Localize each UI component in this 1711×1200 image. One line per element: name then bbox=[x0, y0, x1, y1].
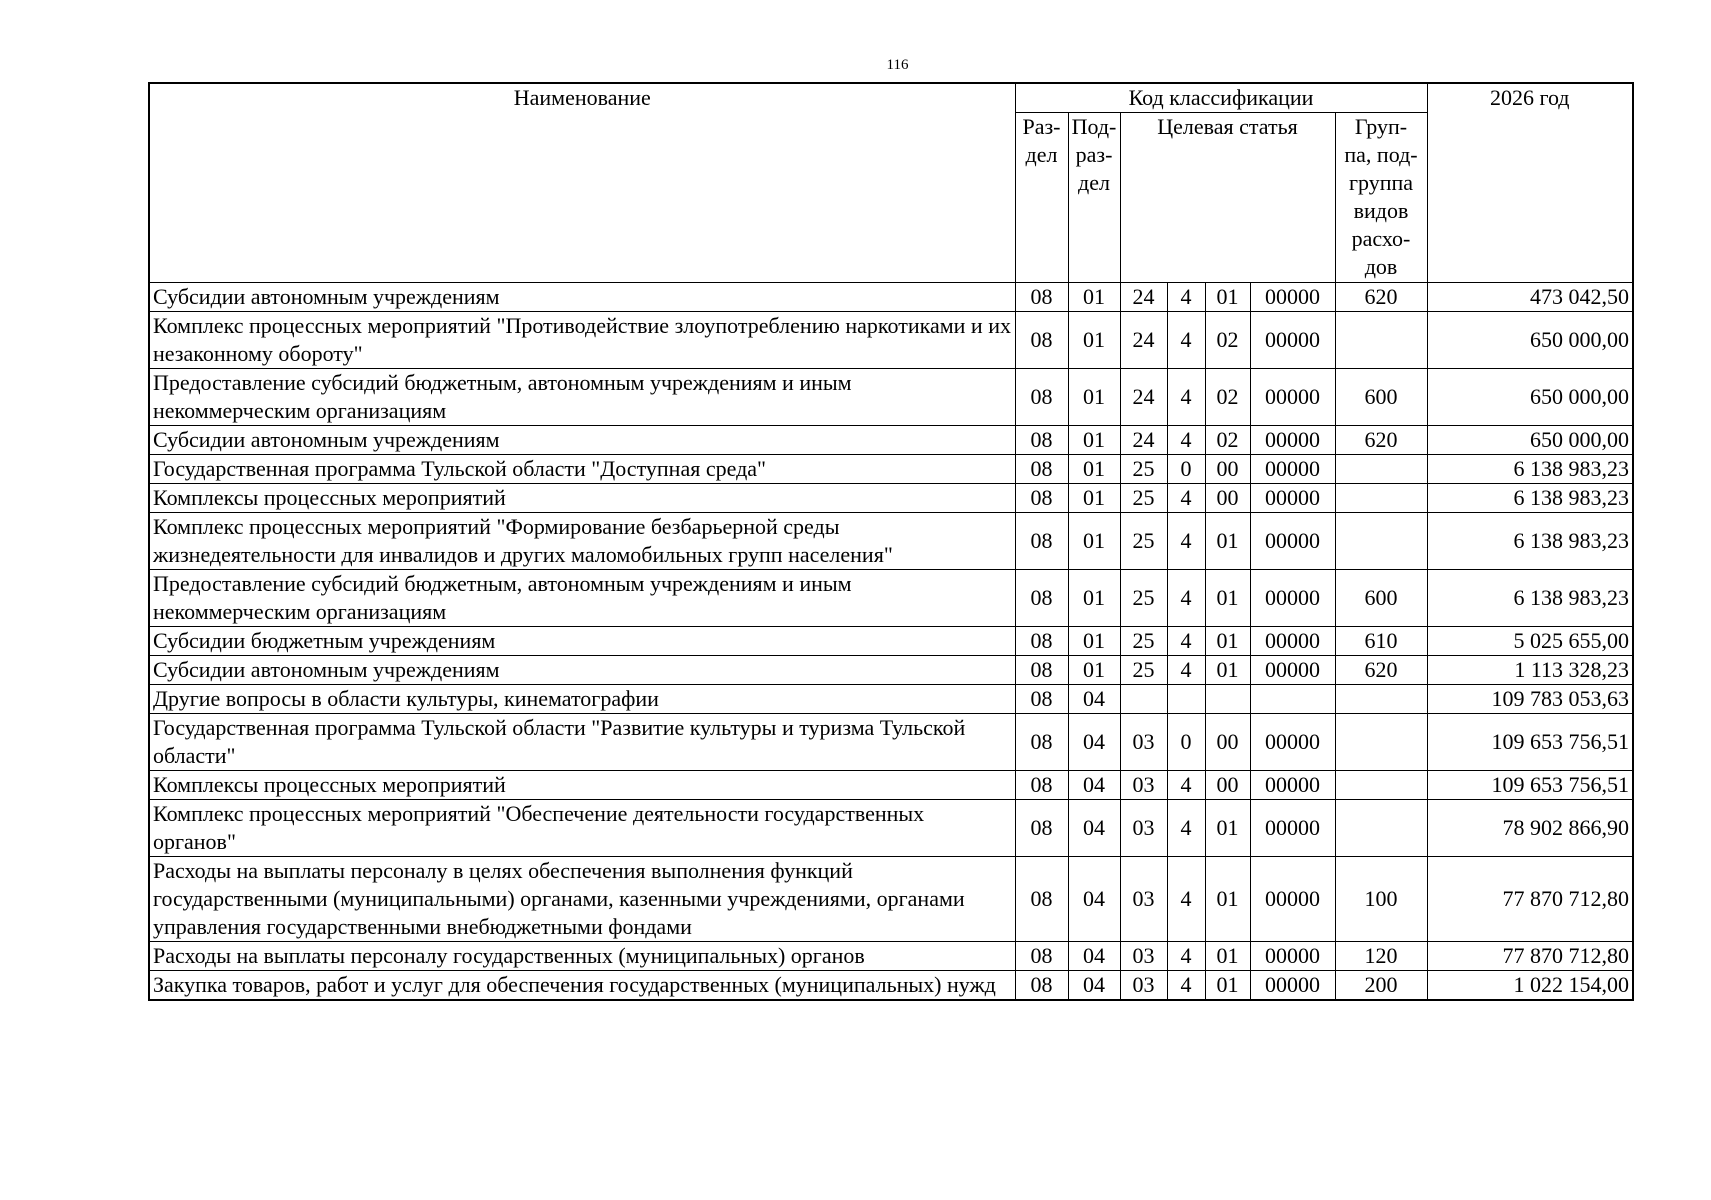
table-row bbox=[149, 627, 1633, 656]
row-target-type bbox=[1167, 685, 1205, 714]
row-name: Другие вопросы в области культуры, кинематографии bbox=[149, 685, 1015, 714]
row-target-program: 25 bbox=[1120, 570, 1167, 627]
row-target-direction: 00000 bbox=[1250, 312, 1335, 369]
row-target-subprogram: 01 bbox=[1205, 656, 1250, 685]
row-expense-group bbox=[1335, 714, 1427, 771]
row-target-direction: 00000 bbox=[1250, 455, 1335, 484]
row-expense-group bbox=[1335, 312, 1427, 369]
table-row bbox=[149, 369, 1633, 426]
row-expense-group bbox=[1335, 800, 1427, 857]
row-podrazdel: 01 bbox=[1068, 369, 1120, 426]
row-target-program: 24 bbox=[1120, 312, 1167, 369]
row-amount: 650 000,00 bbox=[1427, 369, 1633, 426]
row-razdel: 08 bbox=[1015, 426, 1068, 455]
row-amount: 1 113 328,23 bbox=[1427, 656, 1633, 685]
row-razdel: 08 bbox=[1015, 283, 1068, 312]
row-amount: 650 000,00 bbox=[1427, 426, 1633, 455]
row-name: Субсидии бюджетным учреждениям bbox=[149, 627, 1015, 656]
row-name: Субсидии автономным учреждениям bbox=[149, 656, 1015, 685]
row-target-program bbox=[1120, 685, 1167, 714]
row-name: Комплекс процессных мероприятий "Противодействие злоупотреблению наркотиками и их незаконному обороту" bbox=[149, 312, 1015, 369]
header-group: Груп- па, под- группа видов расхо- дов bbox=[1335, 113, 1427, 283]
row-target-program: 24 bbox=[1120, 283, 1167, 312]
row-target-type: 0 bbox=[1167, 455, 1205, 484]
table-row bbox=[149, 312, 1633, 369]
row-podrazdel: 01 bbox=[1068, 513, 1120, 570]
row-podrazdel: 04 bbox=[1068, 771, 1120, 800]
row-razdel: 08 bbox=[1015, 570, 1068, 627]
row-target-program: 03 bbox=[1120, 800, 1167, 857]
row-razdel: 08 bbox=[1015, 455, 1068, 484]
row-target-type: 4 bbox=[1167, 800, 1205, 857]
row-amount: 1 022 154,00 bbox=[1427, 971, 1633, 1001]
row-podrazdel: 04 bbox=[1068, 714, 1120, 771]
row-target-subprogram: 01 bbox=[1205, 283, 1250, 312]
row-razdel: 08 bbox=[1015, 484, 1068, 513]
header-classification: Код классификации bbox=[1015, 83, 1427, 113]
row-amount: 77 870 712,80 bbox=[1427, 857, 1633, 942]
row-expense-group bbox=[1335, 513, 1427, 570]
table-row bbox=[149, 426, 1633, 455]
row-target-type: 4 bbox=[1167, 369, 1205, 426]
row-target-type: 4 bbox=[1167, 513, 1205, 570]
row-expense-group: 600 bbox=[1335, 570, 1427, 627]
header-razdel: Раз- дел bbox=[1015, 113, 1068, 283]
row-podrazdel: 01 bbox=[1068, 484, 1120, 513]
row-amount: 109 653 756,51 bbox=[1427, 771, 1633, 800]
row-target-type: 4 bbox=[1167, 484, 1205, 513]
table-row bbox=[149, 484, 1633, 513]
row-razdel: 08 bbox=[1015, 685, 1068, 714]
table-row bbox=[149, 455, 1633, 484]
row-target-direction: 00000 bbox=[1250, 714, 1335, 771]
row-razdel: 08 bbox=[1015, 369, 1068, 426]
row-target-direction bbox=[1250, 685, 1335, 714]
row-target-subprogram: 00 bbox=[1205, 484, 1250, 513]
row-target-direction: 00000 bbox=[1250, 857, 1335, 942]
row-target-type: 4 bbox=[1167, 656, 1205, 685]
row-podrazdel: 01 bbox=[1068, 312, 1120, 369]
row-target-subprogram: 00 bbox=[1205, 714, 1250, 771]
row-expense-group bbox=[1335, 685, 1427, 714]
row-target-type: 0 bbox=[1167, 714, 1205, 771]
table-row bbox=[149, 714, 1633, 771]
row-razdel: 08 bbox=[1015, 800, 1068, 857]
row-podrazdel: 04 bbox=[1068, 800, 1120, 857]
row-amount: 109 653 756,51 bbox=[1427, 714, 1633, 771]
row-expense-group bbox=[1335, 455, 1427, 484]
row-name: Субсидии автономным учреждениям bbox=[149, 426, 1015, 455]
table-row bbox=[149, 771, 1633, 800]
row-target-subprogram: 01 bbox=[1205, 942, 1250, 971]
table-row bbox=[149, 513, 1633, 570]
row-expense-group: 610 bbox=[1335, 627, 1427, 656]
row-expense-group: 620 bbox=[1335, 656, 1427, 685]
row-target-program: 25 bbox=[1120, 513, 1167, 570]
row-target-direction: 00000 bbox=[1250, 971, 1335, 1001]
row-name: Комплексы процессных мероприятий bbox=[149, 771, 1015, 800]
row-amount: 5 025 655,00 bbox=[1427, 627, 1633, 656]
table-row bbox=[149, 570, 1633, 627]
row-target-direction: 00000 bbox=[1250, 942, 1335, 971]
row-name: Расходы на выплаты персоналу государственных (муниципальных) органов bbox=[149, 942, 1015, 971]
row-razdel: 08 bbox=[1015, 771, 1068, 800]
row-amount: 78 902 866,90 bbox=[1427, 800, 1633, 857]
row-razdel: 08 bbox=[1015, 627, 1068, 656]
row-target-direction: 00000 bbox=[1250, 369, 1335, 426]
row-name: Государственная программа Тульской области "Доступная среда" bbox=[149, 455, 1015, 484]
row-target-type: 4 bbox=[1167, 942, 1205, 971]
table-row bbox=[149, 685, 1633, 714]
row-target-direction: 00000 bbox=[1250, 283, 1335, 312]
table-row bbox=[149, 656, 1633, 685]
table-row bbox=[149, 971, 1633, 1001]
row-target-subprogram: 01 bbox=[1205, 570, 1250, 627]
row-razdel: 08 bbox=[1015, 857, 1068, 942]
row-amount: 6 138 983,23 bbox=[1427, 455, 1633, 484]
row-podrazdel: 01 bbox=[1068, 455, 1120, 484]
row-target-subprogram: 02 bbox=[1205, 426, 1250, 455]
row-name: Государственная программа Тульской области "Развитие культуры и туризма Тульской области" bbox=[149, 714, 1015, 771]
row-name: Субсидии автономным учреждениям bbox=[149, 283, 1015, 312]
row-expense-group: 120 bbox=[1335, 942, 1427, 971]
row-target-type: 4 bbox=[1167, 627, 1205, 656]
row-podrazdel: 04 bbox=[1068, 942, 1120, 971]
row-name: Комплекс процессных мероприятий "Обеспечение деятельности государственных органов" bbox=[149, 800, 1015, 857]
row-target-direction: 00000 bbox=[1250, 627, 1335, 656]
row-target-program: 25 bbox=[1120, 455, 1167, 484]
row-podrazdel: 01 bbox=[1068, 283, 1120, 312]
row-amount: 650 000,00 bbox=[1427, 312, 1633, 369]
row-razdel: 08 bbox=[1015, 942, 1068, 971]
row-target-direction: 00000 bbox=[1250, 513, 1335, 570]
row-amount: 6 138 983,23 bbox=[1427, 570, 1633, 627]
row-expense-group: 620 bbox=[1335, 426, 1427, 455]
row-target-subprogram: 00 bbox=[1205, 455, 1250, 484]
row-target-program: 24 bbox=[1120, 369, 1167, 426]
row-razdel: 08 bbox=[1015, 312, 1068, 369]
header-row-top bbox=[149, 83, 1633, 113]
table-row bbox=[149, 857, 1633, 942]
row-target-program: 03 bbox=[1120, 857, 1167, 942]
row-name: Предоставление субсидий бюджетным, автономным учреждениям и иным некоммерческим организациям bbox=[149, 369, 1015, 426]
row-target-direction: 00000 bbox=[1250, 484, 1335, 513]
row-expense-group: 200 bbox=[1335, 971, 1427, 1001]
row-podrazdel: 01 bbox=[1068, 570, 1120, 627]
row-name: Комплексы процессных мероприятий bbox=[149, 484, 1015, 513]
row-expense-group bbox=[1335, 484, 1427, 513]
row-expense-group: 620 bbox=[1335, 283, 1427, 312]
row-target-direction: 00000 bbox=[1250, 426, 1335, 455]
row-razdel: 08 bbox=[1015, 971, 1068, 1001]
row-target-subprogram: 01 bbox=[1205, 857, 1250, 942]
row-amount: 6 138 983,23 bbox=[1427, 513, 1633, 570]
row-podrazdel: 01 bbox=[1068, 426, 1120, 455]
row-expense-group bbox=[1335, 771, 1427, 800]
row-target-type: 4 bbox=[1167, 426, 1205, 455]
row-expense-group: 600 bbox=[1335, 369, 1427, 426]
row-expense-group: 100 bbox=[1335, 857, 1427, 942]
table-row bbox=[149, 942, 1633, 971]
row-target-subprogram: 01 bbox=[1205, 971, 1250, 1001]
row-target-subprogram: 01 bbox=[1205, 513, 1250, 570]
row-target-program: 03 bbox=[1120, 714, 1167, 771]
row-podrazdel: 01 bbox=[1068, 627, 1120, 656]
row-target-type: 4 bbox=[1167, 857, 1205, 942]
page-number: 116 bbox=[886, 57, 909, 73]
row-target-program: 03 bbox=[1120, 942, 1167, 971]
row-target-type: 4 bbox=[1167, 283, 1205, 312]
row-target-program: 03 bbox=[1120, 971, 1167, 1001]
row-target-direction: 00000 bbox=[1250, 570, 1335, 627]
row-target-direction: 00000 bbox=[1250, 800, 1335, 857]
table-row bbox=[149, 283, 1633, 312]
row-podrazdel: 04 bbox=[1068, 971, 1120, 1001]
header-target: Целевая статья bbox=[1120, 113, 1335, 283]
row-podrazdel: 01 bbox=[1068, 656, 1120, 685]
row-target-program: 03 bbox=[1120, 771, 1167, 800]
row-amount: 109 783 053,63 bbox=[1427, 685, 1633, 714]
row-target-subprogram: 02 bbox=[1205, 369, 1250, 426]
row-target-program: 25 bbox=[1120, 656, 1167, 685]
row-razdel: 08 bbox=[1015, 513, 1068, 570]
header-name: Наименование bbox=[149, 83, 1015, 283]
row-target-type: 4 bbox=[1167, 971, 1205, 1001]
row-name: Расходы на выплаты персоналу в целях обеспечения выполнения функций государственными (муниципальными) органами, казенными учреждениями, органами управления государственными внебюджетными фондами bbox=[149, 857, 1015, 942]
row-target-direction: 00000 bbox=[1250, 656, 1335, 685]
row-podrazdel: 04 bbox=[1068, 857, 1120, 942]
row-amount: 473 042,50 bbox=[1427, 283, 1633, 312]
row-target-type: 4 bbox=[1167, 312, 1205, 369]
header-podrazdel: Под- раз- дел bbox=[1068, 113, 1120, 283]
budget-table bbox=[148, 82, 1634, 1001]
row-target-subprogram: 00 bbox=[1205, 771, 1250, 800]
row-target-program: 25 bbox=[1120, 484, 1167, 513]
row-amount: 6 138 983,23 bbox=[1427, 484, 1633, 513]
row-target-subprogram bbox=[1205, 685, 1250, 714]
row-target-program: 24 bbox=[1120, 426, 1167, 455]
row-target-subprogram: 02 bbox=[1205, 312, 1250, 369]
header-year: 2026 год bbox=[1427, 83, 1633, 283]
row-name: Комплекс процессных мероприятий "Формирование безбарьерной среды жизнедеятельности для инвалидов и других маломобильных групп населения" bbox=[149, 513, 1015, 570]
row-target-direction: 00000 bbox=[1250, 771, 1335, 800]
row-name: Предоставление субсидий бюджетным, автономным учреждениям и иным некоммерческим организациям bbox=[149, 570, 1015, 627]
row-razdel: 08 bbox=[1015, 714, 1068, 771]
row-name: Закупка товаров, работ и услуг для обеспечения государственных (муниципальных) нужд bbox=[149, 971, 1015, 1001]
row-target-program: 25 bbox=[1120, 627, 1167, 656]
row-target-subprogram: 01 bbox=[1205, 627, 1250, 656]
row-target-subprogram: 01 bbox=[1205, 800, 1250, 857]
row-amount: 77 870 712,80 bbox=[1427, 942, 1633, 971]
row-podrazdel: 04 bbox=[1068, 685, 1120, 714]
row-razdel: 08 bbox=[1015, 656, 1068, 685]
row-target-type: 4 bbox=[1167, 771, 1205, 800]
row-target-type: 4 bbox=[1167, 570, 1205, 627]
table-row bbox=[149, 800, 1633, 857]
